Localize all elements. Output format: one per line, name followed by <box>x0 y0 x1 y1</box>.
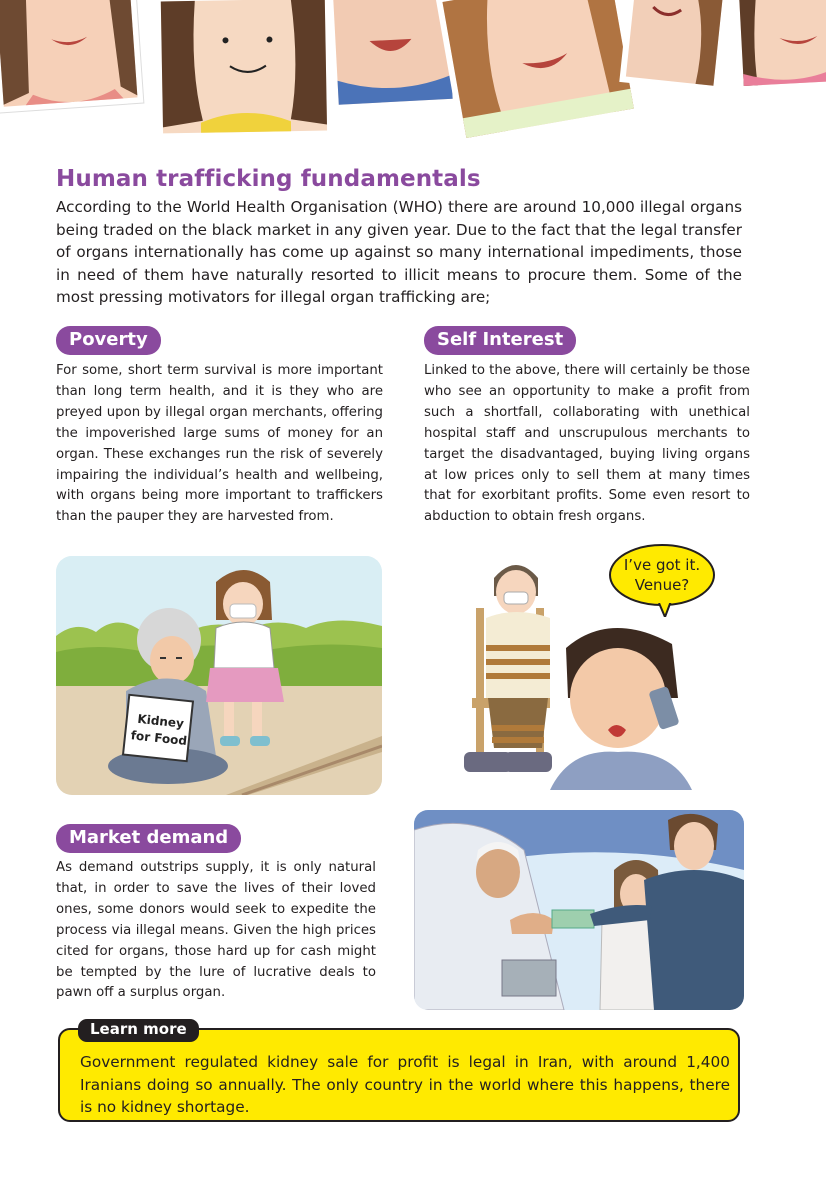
page-title: Human trafficking fundamentals <box>56 166 481 192</box>
header-illustration-strip <box>0 0 826 148</box>
speech-line-2: Venue? <box>634 576 690 594</box>
intro-paragraph: According to the World Health Organisation (WHO) there are around 10,000 illegal organs being traded on the black market in any given year. Due to the fact that the legal transfer of organs internationally has come up against so many international impediments, those in need of them have naturally resorted to illicit means to procure them. Some of the most pressing motivators for illegal organ trafficking are; <box>56 198 742 307</box>
section-title-market-demand: Market demand <box>56 824 241 853</box>
speech-bubble <box>607 543 717 617</box>
speech-line-1: I’ve got it. <box>623 556 701 574</box>
section-title-self-interest: Self Interest <box>424 326 576 355</box>
section-body-self-interest: Linked to the above, there will certainly be those who see an opportunity to make a profit from such a shortfall, collaborating with unethical hospital staff and unscrupulous merchants to target the disadvantaged, buying living organs at low prices only to sell them at many times that for exorbitant profits. Some even resort to abduction to obtain fresh organs. <box>424 363 751 525</box>
cartoon-faces-illustration <box>0 0 826 148</box>
learn-more-label: Learn more <box>78 1019 199 1042</box>
sign-text-line1: Kidney <box>136 711 185 731</box>
section-body-poverty: For some, short term survival is more important than long term health, and it is they who are preyed upon by illegal organ merchants, offering the impoverished large sums of money for an organ. These exchanges run the risk of severely impairing the individual’s health and wellbeing, with organs being more important to traffickers than the pauper they are harvested from. <box>56 363 383 525</box>
learn-more-text: Government regulated kidney sale for profit is legal in Iran, with around 1,400 Iranians doing so annually. The only country in the world where this happens, there is no kidney shortage. <box>80 1053 730 1116</box>
sign-text-line2: for Food <box>130 728 188 749</box>
section-title-poverty: Poverty <box>56 326 161 355</box>
organ-exchange-illustration <box>414 810 744 1010</box>
poverty-illustration <box>56 556 382 795</box>
section-body-market-demand: As demand outstrips supply, it is only natural that, in order to save the lives of their loved ones, some donors would seek to expedite the process via illegal means. Given the high prices cited for organs, those hard up for cash might be tempted by the lure of lucrative deals to pawn off a surplus organ. <box>56 860 376 1001</box>
